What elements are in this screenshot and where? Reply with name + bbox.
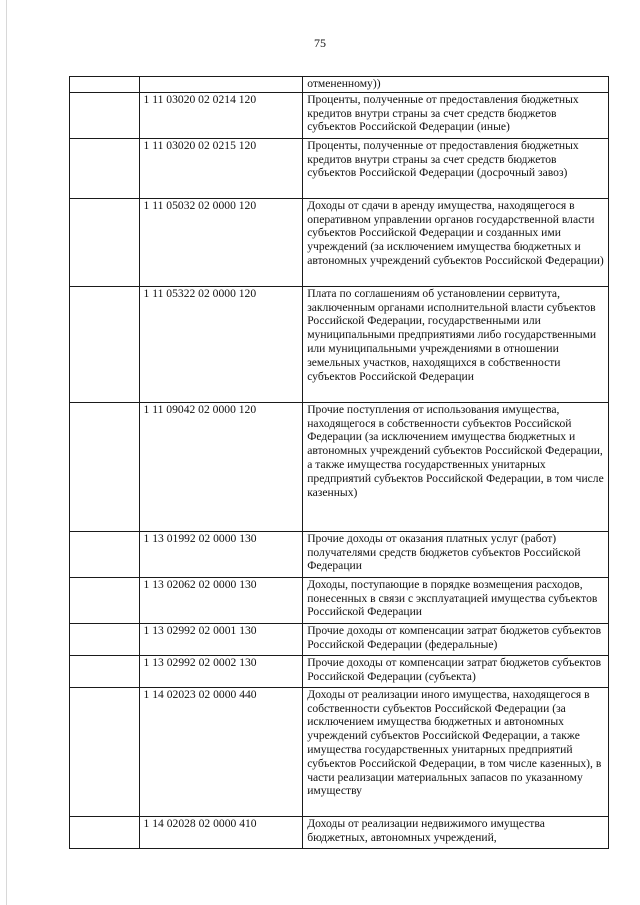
table-row xyxy=(70,402,609,531)
table-row xyxy=(70,577,609,623)
budget-code-cell: 1 13 02992 02 0001 130 xyxy=(139,623,303,655)
table-row xyxy=(70,286,609,402)
page-number: 75 xyxy=(314,36,326,50)
blank-cell xyxy=(70,687,140,816)
income-description-cell: Доходы, поступающие в порядке возмещения расходов, понесенных в связи с эксплуатацией имущества субъектов Российской Федерации xyxy=(303,577,609,623)
income-description-cell: Проценты, полученные от предоставления бюджетных кредитов внутри страны за счет средств бюджетов субъектов Российской Федерации (иные) xyxy=(303,92,609,138)
budget-code-cell: 1 13 02062 02 0000 130 xyxy=(139,577,303,623)
budget-code-cell: 1 13 02992 02 0002 130 xyxy=(139,655,303,687)
income-description-cell: Прочие доходы от компенсации затрат бюджетов субъектов Российской Федерации (субъекта) xyxy=(303,655,609,687)
blank-cell xyxy=(70,92,140,138)
table-row xyxy=(70,92,609,138)
income-description-cell: Доходы от реализации иного имущества, находящегося в собственности субъектов Российской Федерации (за исключением имущества бюджетных и автономных учреждений субъектов Российской Федерации, а также имущества государственных унитарных предприятий субъектов Российской Федерации, в том числе казенных), в части реализации материальных запасов по указанному имуществу xyxy=(303,687,609,816)
table-row xyxy=(70,623,609,655)
budget-code-cell: 1 14 02023 02 0000 440 xyxy=(139,687,303,816)
budget-code-cell: 1 11 03020 02 0215 120 xyxy=(139,138,303,198)
table-body xyxy=(70,77,609,849)
budget-code-cell: 1 14 02028 02 0000 410 xyxy=(139,816,303,848)
income-description-cell: Проценты, полученные от предоставления бюджетных кредитов внутри страны за счет средств бюджетов субъектов Российской Федерации (досрочный завоз) xyxy=(303,138,609,198)
table-row xyxy=(70,77,609,93)
blank-cell xyxy=(70,198,140,286)
budget-code-cell: 1 11 03020 02 0214 120 xyxy=(139,92,303,138)
scan-margin-line xyxy=(6,0,7,905)
blank-cell xyxy=(70,77,140,93)
blank-cell xyxy=(70,402,140,531)
income-description-cell: Прочие доходы от оказания платных услуг (работ) получателями средств бюджетов субъектов Российской Федерации xyxy=(303,531,609,577)
budget-code-cell xyxy=(139,77,303,93)
budget-code-cell: 1 11 05032 02 0000 120 xyxy=(139,198,303,286)
table-row xyxy=(70,531,609,577)
income-description-cell: отмененному)) xyxy=(303,77,609,93)
table-row xyxy=(70,655,609,687)
blank-cell xyxy=(70,816,140,848)
blank-cell xyxy=(70,623,140,655)
blank-cell xyxy=(70,531,140,577)
income-description-cell: Плата по соглашениям об установлении сервитута, заключенным органами исполнительной власти субъектов Российской Федерации, государственными или муниципальными предприятиями либо государственными или муниципальными учреждениями в отношении земельных участков, находящихся в собственности субъектов Российской Федерации xyxy=(303,286,609,402)
budget-code-cell: 1 13 01992 02 0000 130 xyxy=(139,531,303,577)
table-row xyxy=(70,138,609,198)
blank-cell xyxy=(70,577,140,623)
blank-cell xyxy=(70,655,140,687)
budget-code-cell: 1 11 09042 02 0000 120 xyxy=(139,402,303,531)
table-row xyxy=(70,816,609,848)
revenue-codes-table xyxy=(69,76,609,849)
blank-cell xyxy=(70,286,140,402)
income-description-cell: Прочие доходы от компенсации затрат бюджетов субъектов Российской Федерации (федеральные) xyxy=(303,623,609,655)
budget-code-cell: 1 11 05322 02 0000 120 xyxy=(139,286,303,402)
table-row xyxy=(70,198,609,286)
blank-cell xyxy=(70,138,140,198)
income-description-cell: Доходы от реализации недвижимого имущества бюджетных, автономных учреждений, xyxy=(303,816,609,848)
income-description-cell: Доходы от сдачи в аренду имущества, находящегося в оперативном управлении органов государственной власти субъектов Российской Федерации и созданных ими учреждений (за исключением имущества бюджетных и автономных учреждений субъектов Российской Федерации) xyxy=(303,198,609,286)
table-row xyxy=(70,687,609,816)
income-description-cell: Прочие поступления от использования имущества, находящегося в собственности субъектов Российской Федерации (за исключением имущества бюджетных и автономных учреждений субъектов Российской Федерации, а также имущества государственных унитарных предприятий субъектов Российской Федерации, в том числе казенных) xyxy=(303,402,609,531)
